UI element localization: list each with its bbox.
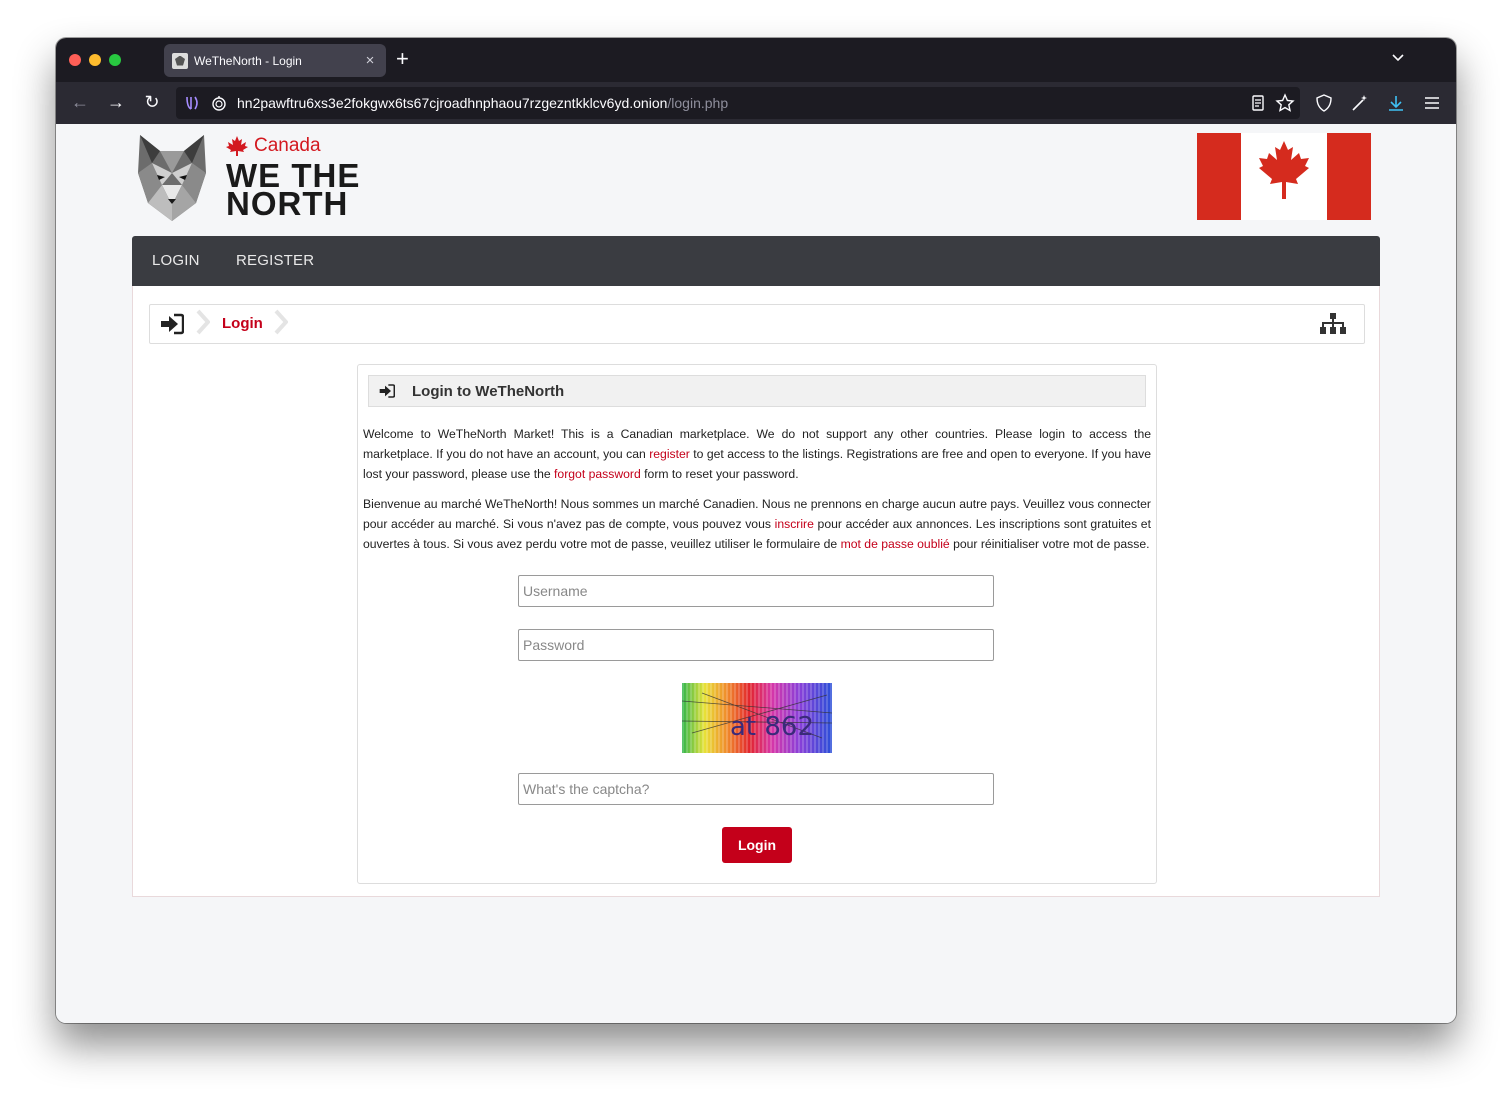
brand-country-label: Canada — [254, 135, 321, 156]
onion-lock-icon[interactable] — [209, 93, 229, 113]
brand-title[interactable] — [226, 157, 361, 222]
forgot-password-link[interactable]: forgot password — [554, 467, 641, 481]
hamburger-menu-icon[interactable] — [1423, 94, 1441, 112]
breadcrumb-current[interactable]: Login — [222, 315, 263, 332]
brand-line-2: NORTH — [226, 185, 349, 222]
sign-in-icon[interactable] — [160, 313, 184, 335]
url-text[interactable] — [237, 95, 728, 111]
sitemap-icon[interactable] — [1320, 313, 1346, 335]
back-button[interactable]: ← — [71, 92, 89, 112]
login-panel-title: Login to WeTheNorth — [412, 383, 565, 400]
magic-wand-icon[interactable] — [1351, 94, 1369, 112]
content-area — [132, 286, 1380, 897]
intro-text: form to reset your password. — [640, 467, 799, 481]
captcha-input[interactable] — [518, 773, 994, 805]
tab-close-icon[interactable]: × — [365, 52, 375, 69]
url-path: /login.php — [667, 95, 729, 111]
username-input[interactable] — [518, 575, 994, 607]
sign-in-icon — [379, 383, 395, 399]
login-intro-text — [363, 424, 1151, 564]
password-input[interactable] — [518, 629, 994, 661]
tab-list-chevron-icon[interactable] — [1392, 52, 1404, 64]
login-panel — [357, 364, 1157, 884]
breadcrumb-separator-icon — [196, 309, 210, 335]
breadcrumb — [149, 304, 1365, 344]
forward-button[interactable]: → — [107, 92, 125, 112]
navigation-toolbar — [56, 82, 1456, 124]
browser-tab[interactable] — [164, 44, 386, 77]
menu-item-register[interactable]: REGISTER — [236, 252, 315, 269]
favicon-icon — [172, 53, 188, 69]
brand-line-1: WE THE — [226, 157, 361, 194]
tab-strip — [56, 38, 1456, 82]
register-link[interactable]: register — [649, 447, 690, 461]
brand-country — [226, 135, 321, 157]
tor-circuit-icon[interactable] — [183, 93, 203, 113]
login-panel-header — [368, 375, 1146, 407]
captcha-text: at 862 — [730, 712, 815, 742]
close-window-button[interactable] — [69, 54, 81, 66]
download-icon[interactable] — [1387, 94, 1405, 112]
url-host: hn2pawftru6xs3e2fokgwx6ts67cjroadhnphaou7rzgezntkklcv6yd.onion — [237, 95, 668, 111]
browser-window — [56, 38, 1456, 1023]
canada-flag — [1197, 133, 1371, 220]
maximize-window-button[interactable] — [109, 54, 121, 66]
tab-title: WeTheNorth - Login — [194, 53, 302, 68]
intro-english — [363, 424, 1151, 484]
captcha-image — [682, 683, 832, 753]
menu-item-login[interactable]: LOGIN — [152, 252, 200, 269]
minimize-window-button[interactable] — [89, 54, 101, 66]
wolf-logo[interactable] — [132, 133, 212, 223]
reader-view-icon[interactable] — [1248, 93, 1268, 113]
intro-french — [363, 494, 1151, 554]
intro-text: to get access to the listings. Registrations are free and open to everyone. If you have lost your password, please use the — [363, 447, 1151, 481]
inscrire-link[interactable]: inscrire — [774, 517, 814, 531]
web-page — [56, 124, 1456, 1023]
intro-text: Bienvenue au marché WeTheNorth! Nous sommes un marché Canadien. Nous ne prennons en charge aucun autre pays. Veuillez vous connecter pour accéder au marché. Si vous n'avez pas de compte, vous pouvez vous — [363, 497, 1151, 531]
intro-text: pour accéder aux annonces. Les inscriptions sont gratuites et ouvertes à tous. Si vous avez perdu votre mot de passe, veuillez utiliser le formulaire de — [363, 517, 1151, 551]
login-button[interactable]: Login — [722, 827, 792, 863]
shield-icon[interactable] — [1315, 94, 1333, 112]
intro-text: pour réinitialiser votre mot de passe. — [949, 537, 1150, 551]
mot-de-passe-oublie-link[interactable]: mot de passe oublié — [840, 537, 950, 551]
address-bar[interactable] — [176, 87, 1300, 119]
main-menu — [132, 236, 1380, 286]
reload-button[interactable]: ↻ — [144, 92, 160, 112]
intro-text: Welcome to WeTheNorth Market! This is a Canadian marketplace. We do not support any other countries. Please login to access the marketplace. If you do not have an account, you can — [363, 427, 1151, 461]
breadcrumb-separator-icon — [274, 309, 288, 335]
maple-leaf-icon — [226, 136, 248, 156]
new-tab-button[interactable]: + — [396, 46, 409, 71]
bookmark-star-icon[interactable] — [1275, 93, 1295, 113]
